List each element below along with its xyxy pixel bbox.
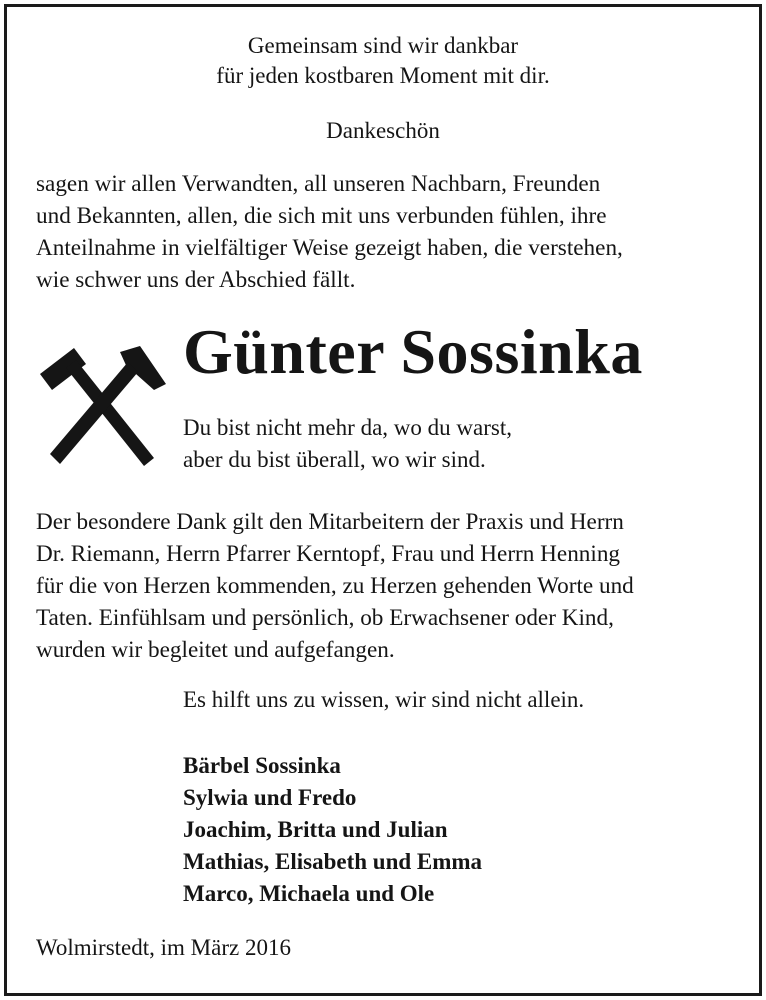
intro-line: und Bekannten, allen, die sich mit uns verbunden fühlen, ihre (36, 203, 607, 229)
intro-line: Anteilnahme in vielfältiger Weise gezeigt haben, die verstehen, (36, 235, 623, 261)
special-thanks-line: für die von Herzen kommenden, zu Herzen gehenden Worte und (36, 573, 634, 599)
quote-line: Du bist nicht mehr da, wo du warst, (183, 415, 512, 440)
signatory: Marco, Michaela und Ole (183, 881, 435, 906)
signatory: Joachim, Britta und Julian (183, 817, 448, 842)
thanks-heading: Dankeschön (326, 118, 440, 143)
intro-line: sagen wir allen Verwandten, all unseren Nachbarn, Freunden (36, 171, 601, 197)
signatory: Bärbel Sossinka (183, 753, 341, 778)
special-thanks-line: Der besondere Dank gilt den Mitarbeitern der Praxis und Herrn (36, 509, 624, 535)
header-line-1: Gemeinsam sind wir dankbar (247, 33, 519, 58)
header-line-2: für jeden kostbaren Moment mit dir. (216, 63, 550, 88)
signatory: Sylwia und Fredo (183, 785, 357, 810)
quote-line: aber du bist überall, wo wir sind. (183, 447, 486, 472)
closing-line: Es hilft uns zu wissen, wir sind nicht allein. (183, 687, 585, 712)
place-date: Wolmirstedt, im März 2016 (36, 935, 291, 960)
signatory: Mathias, Elisabeth und Emma (183, 849, 483, 874)
deceased-name: Günter Sossinka (183, 316, 643, 387)
intro-line: wie schwer uns der Abschied fällt. (36, 267, 356, 293)
special-thanks-line: Dr. Riemann, Herrn Pfarrer Kerntopf, Frau und Herrn Henning (36, 541, 621, 567)
hammer-and-pick-icon (36, 344, 168, 466)
special-thanks-line: Taten. Einfühlsam und persönlich, ob Erwachsener oder Kind, (36, 605, 614, 631)
special-thanks-line: wurden wir begleitet und aufgefangen. (36, 637, 395, 663)
